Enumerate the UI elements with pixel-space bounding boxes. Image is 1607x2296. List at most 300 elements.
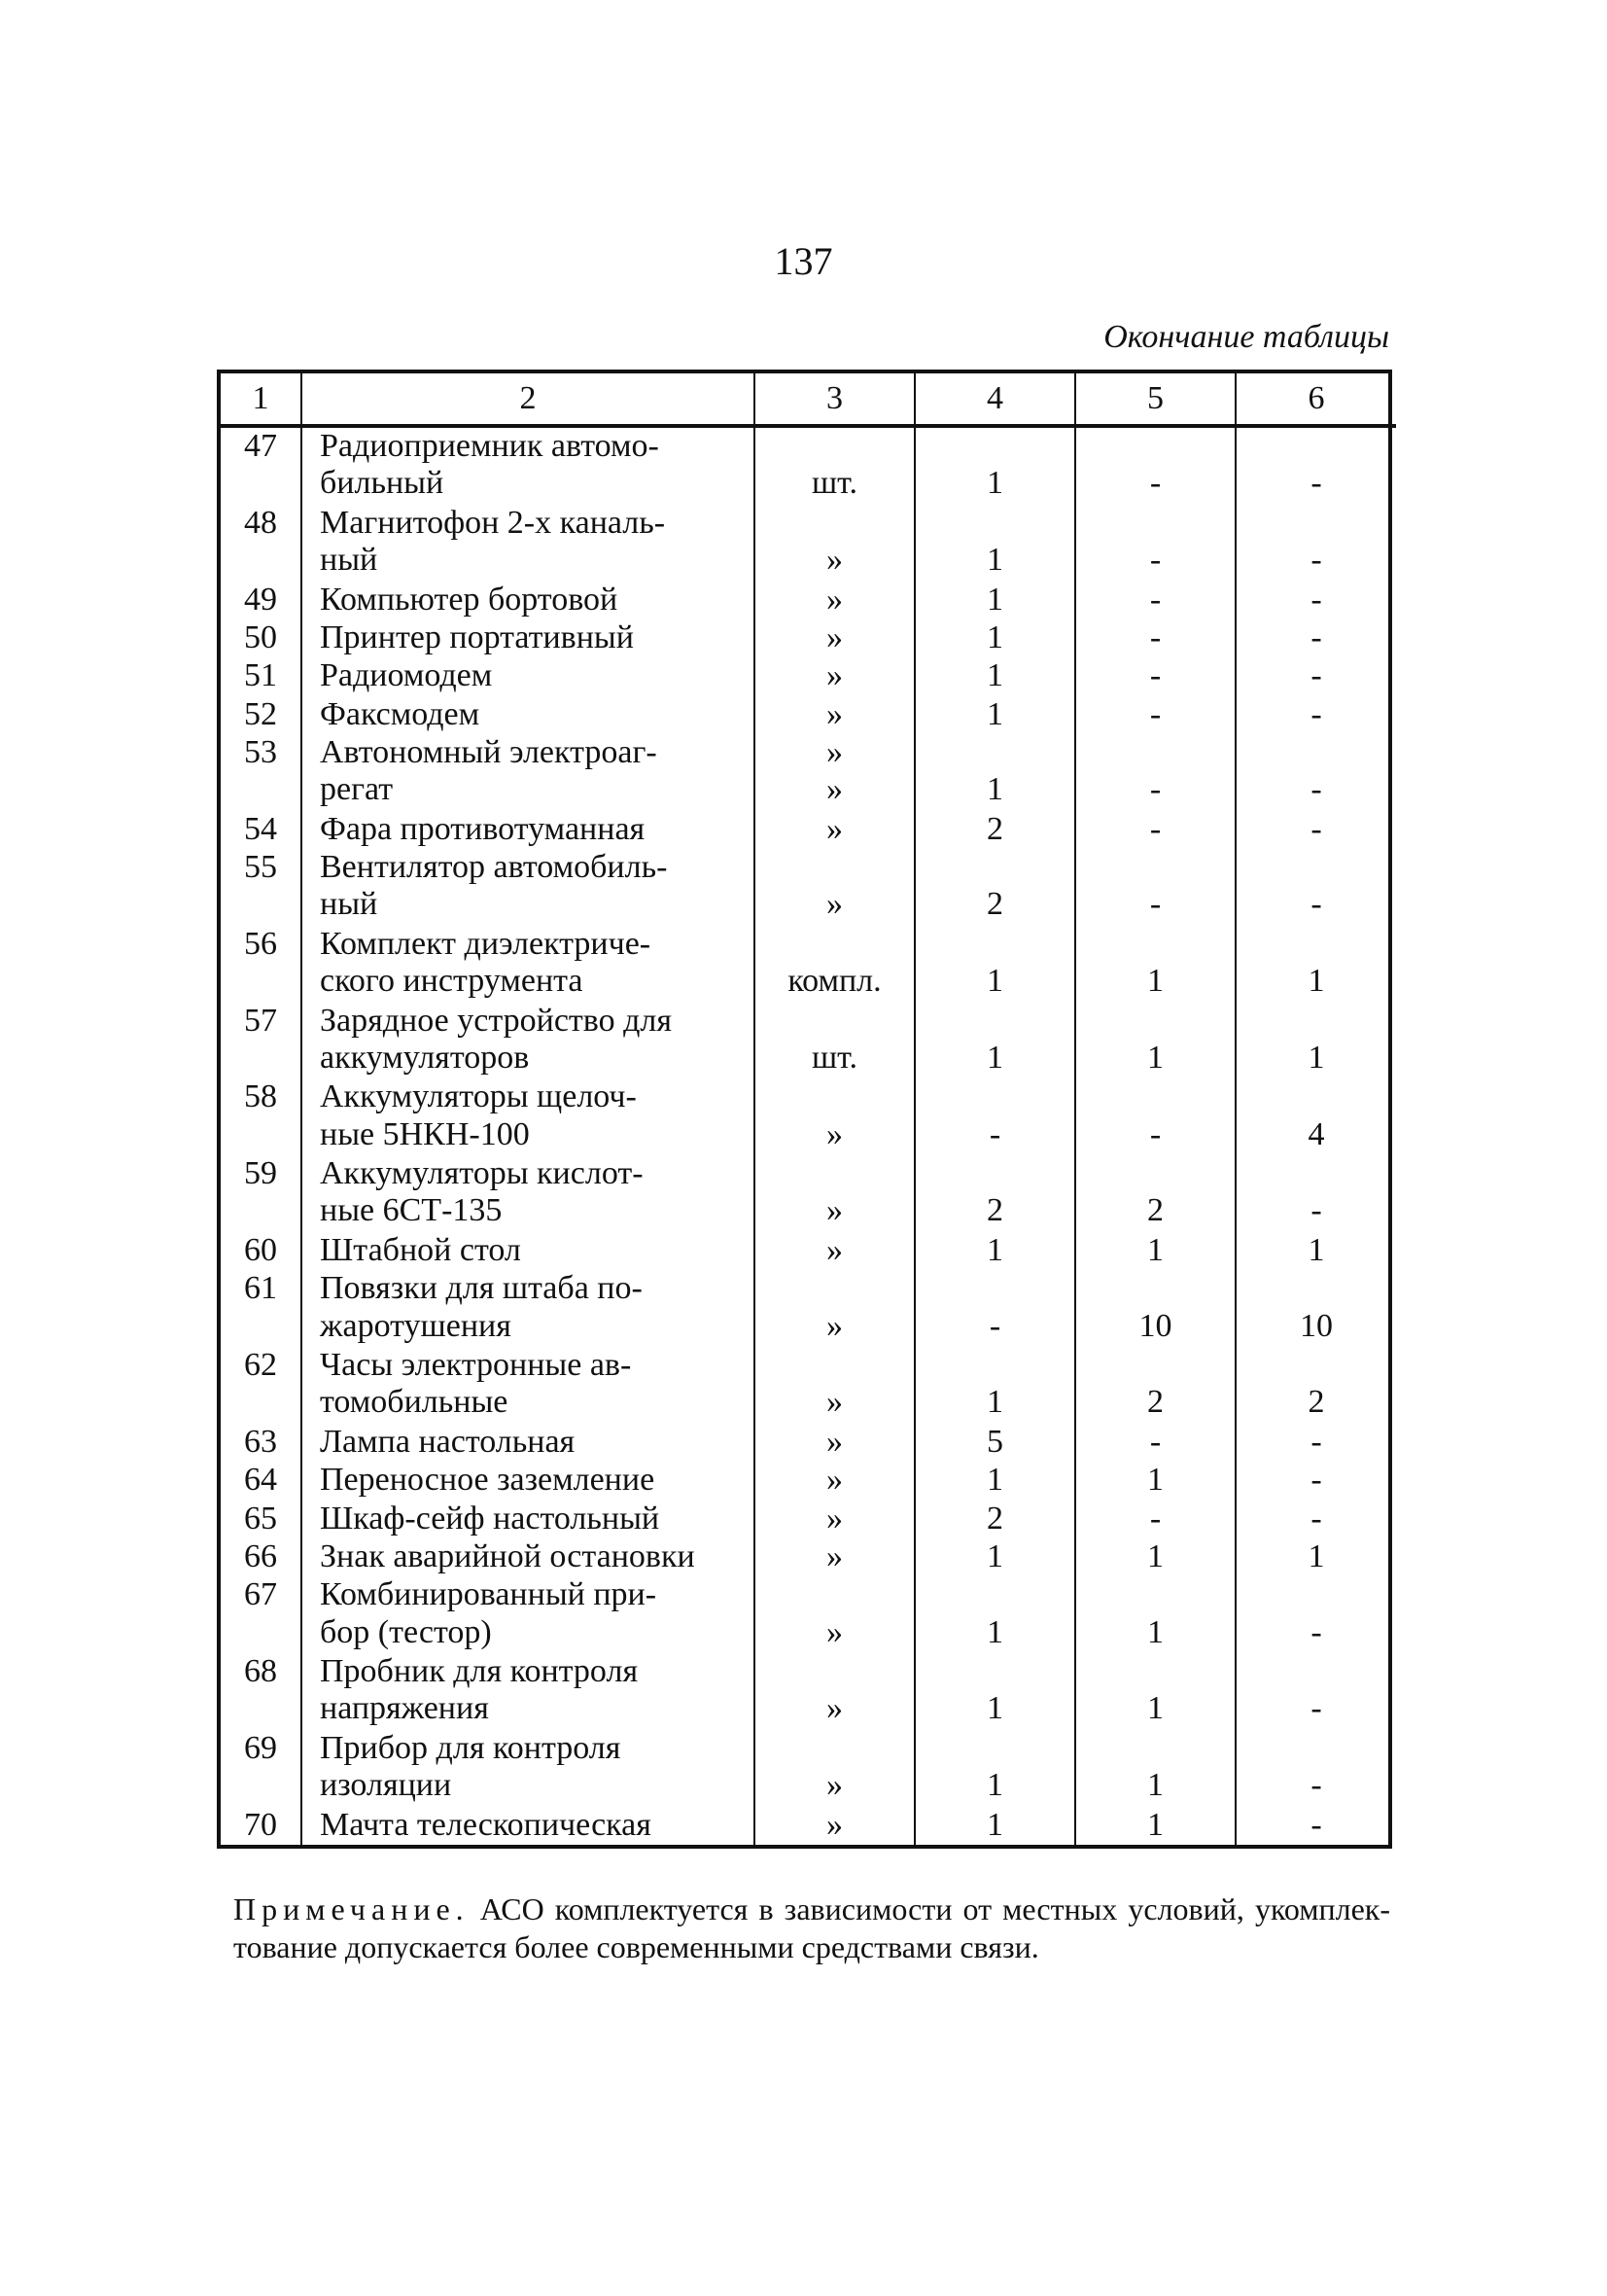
row-number-cell [221, 734, 301, 811]
empty-line [221, 886, 300, 923]
qty-col6-cell [1236, 696, 1396, 734]
qty-col4-cell [915, 1424, 1075, 1462]
row-number-cell [221, 1807, 301, 1845]
qty-col6-cell [1236, 926, 1396, 1003]
item-name-line: Штабной стол [320, 1231, 521, 1268]
item-name-line: регат [320, 771, 394, 808]
item-name-line: аккумуляторов [320, 1039, 530, 1076]
qty-col5: 1 [1147, 1462, 1164, 1499]
qty-col4: - [989, 1115, 1001, 1152]
qty-col6-cell [1236, 811, 1396, 849]
unit: шт. [812, 1039, 857, 1076]
empty-line [221, 1308, 300, 1345]
table-row [221, 619, 1396, 657]
row-number-cell [221, 1270, 301, 1347]
qty-col4: 1 [987, 1231, 1003, 1268]
footnote-label: Примечание. [233, 1891, 470, 1926]
row-number-cell [221, 1155, 301, 1232]
empty-line [1076, 505, 1235, 542]
qty-col5-cell [1075, 734, 1236, 811]
empty-line [755, 1155, 914, 1192]
table-row [221, 582, 1396, 619]
row-number-cell [221, 926, 301, 1003]
empty-line [755, 1078, 914, 1115]
empty-line [916, 1653, 1074, 1690]
qty-col4: 2 [987, 810, 1003, 847]
qty-col6-cell [1236, 1003, 1396, 1079]
qty-col6-cell [1236, 1347, 1396, 1424]
empty-line [221, 1116, 300, 1153]
item-name-line: Прибор для контроля [320, 1729, 621, 1766]
qty-col6-cell [1236, 619, 1396, 657]
empty-line [755, 926, 914, 963]
qty-col4: 1 [987, 1039, 1003, 1076]
table-row [221, 1501, 1396, 1538]
qty-col5: 1 [1147, 1690, 1164, 1727]
row-number-cell [221, 1078, 301, 1155]
item-name-line: Вентилятор автомобиль- [320, 849, 668, 886]
qty-col5-cell [1075, 505, 1236, 582]
empty-line [1237, 1078, 1396, 1115]
item-name-line: напряжения [320, 1690, 489, 1727]
qty-col4: 1 [987, 1767, 1003, 1804]
item-name-line: Аккумуляторы щелоч- [320, 1078, 637, 1115]
unit-cell [754, 1232, 915, 1270]
qty-col5: - [1149, 581, 1162, 618]
qty-col6-cell [1236, 1538, 1396, 1576]
qty-col5-cell [1075, 657, 1236, 695]
row-number: 62 [244, 1347, 277, 1384]
column-header: 4 [915, 373, 1075, 426]
unit: » [826, 734, 843, 771]
table-row [221, 849, 1396, 926]
qty-col4-cell [915, 1003, 1075, 1079]
qty-col4: 2 [987, 886, 1003, 923]
item-name-line: Часы электронные ав- [320, 1347, 632, 1384]
empty-line [755, 1576, 914, 1613]
empty-line [755, 1003, 914, 1040]
qty-col5: - [1149, 1115, 1162, 1152]
unit: » [826, 1462, 843, 1499]
qty-col5-cell [1075, 1807, 1236, 1845]
qty-col6: - [1310, 465, 1322, 502]
qty-col4-cell [915, 657, 1075, 695]
table-row [221, 1576, 1396, 1653]
qty-col4: 1 [987, 657, 1003, 694]
row-number: 63 [244, 1423, 277, 1460]
qty-col4: 2 [987, 1500, 1003, 1537]
empty-line [916, 1730, 1074, 1767]
row-number-cell [221, 1347, 301, 1424]
item-name-line: Магнитофон 2-х каналь- [320, 504, 666, 541]
qty-col4-cell [915, 1807, 1075, 1845]
unit-cell [754, 657, 915, 695]
unit-cell [754, 1347, 915, 1424]
item-name-line: ный [320, 886, 378, 923]
qty-col5-cell [1075, 1270, 1236, 1347]
unit: » [826, 1690, 843, 1727]
qty-col4-cell [915, 1730, 1075, 1807]
qty-col6-cell [1236, 426, 1396, 505]
unit: шт. [812, 465, 857, 502]
item-name-cell [301, 1347, 754, 1424]
qty-col6: - [1310, 581, 1322, 618]
item-name-line: бильный [320, 465, 444, 502]
qty-col4-cell [915, 734, 1075, 811]
qty-col4: 2 [987, 1192, 1003, 1229]
row-number-cell [221, 696, 301, 734]
qty-col5-cell [1075, 1462, 1236, 1500]
table-row [221, 926, 1396, 1003]
item-name-line: Радиомодем [320, 657, 493, 694]
qty-col4: 1 [987, 1690, 1003, 1727]
qty-col6: - [1310, 695, 1322, 732]
item-name-cell [301, 1078, 754, 1155]
empty-line [1076, 734, 1235, 771]
qty-col6: - [1310, 1423, 1322, 1460]
unit: » [826, 810, 843, 847]
qty-col5: 1 [1147, 1231, 1164, 1268]
qty-col6-cell [1236, 734, 1396, 811]
qty-col6-cell [1236, 1078, 1396, 1155]
qty-col4-cell [915, 926, 1075, 1003]
unit-cell [754, 1462, 915, 1500]
empty-line [916, 505, 1074, 542]
qty-col6: 1 [1308, 1537, 1325, 1574]
qty-col6: 10 [1300, 1307, 1333, 1344]
unit-cell [754, 1270, 915, 1347]
item-name-line: Лампа настольная [320, 1423, 576, 1460]
qty-col6: - [1310, 886, 1322, 923]
table-row [221, 1155, 1396, 1232]
footnote-text: АСО комплектуется в зависимости от местных условий, укомплек-тование допускается более современными средствами связи. [233, 1891, 1390, 1964]
empty-line [755, 849, 914, 886]
qty-col6-cell [1236, 657, 1396, 695]
item-name-cell [301, 619, 754, 657]
empty-line [221, 465, 300, 502]
qty-col4: 1 [987, 618, 1003, 655]
empty-line [1076, 1270, 1235, 1307]
item-name-cell [301, 696, 754, 734]
unit: » [826, 771, 843, 808]
unit-cell [754, 1078, 915, 1155]
item-name-cell [301, 1232, 754, 1270]
row-number: 70 [244, 1806, 277, 1843]
empty-line [1237, 1347, 1396, 1384]
empty-line [221, 1192, 300, 1229]
empty-line [1237, 1653, 1396, 1690]
row-number: 60 [244, 1231, 277, 1268]
item-name-cell [301, 1155, 754, 1232]
qty-col5: 1 [1147, 963, 1164, 1000]
qty-col5: 1 [1147, 1537, 1164, 1574]
unit-cell [754, 926, 915, 1003]
column-header: 5 [1075, 373, 1236, 426]
qty-col5: - [1149, 542, 1162, 579]
unit-cell [754, 1003, 915, 1079]
unit: » [826, 886, 843, 923]
table-row [221, 1078, 1396, 1155]
row-number: 56 [244, 925, 277, 962]
empty-line [916, 849, 1074, 886]
unit-cell [754, 1501, 915, 1538]
qty-col5-cell [1075, 1078, 1236, 1155]
qty-col5: - [1149, 1500, 1162, 1537]
qty-col4-cell [915, 426, 1075, 505]
qty-col6: - [1310, 810, 1322, 847]
empty-line [221, 1614, 300, 1651]
qty-col6: - [1310, 542, 1322, 579]
qty-col4: 1 [987, 1462, 1003, 1499]
unit: » [826, 1806, 843, 1843]
qty-col5: - [1149, 810, 1162, 847]
item-name-line: Принтер портативный [320, 618, 634, 655]
table-row [221, 696, 1396, 734]
item-name-cell [301, 1003, 754, 1079]
row-number: 65 [244, 1500, 277, 1537]
qty-col4: 1 [987, 771, 1003, 808]
unit: » [826, 1384, 843, 1421]
unit: » [826, 542, 843, 579]
qty-col6: 1 [1308, 1039, 1325, 1076]
table-row [221, 1462, 1396, 1500]
unit-cell [754, 582, 915, 619]
footnote [233, 1890, 1390, 1966]
qty-col5-cell [1075, 1155, 1236, 1232]
unit: » [826, 1115, 843, 1152]
qty-col4-cell [915, 696, 1075, 734]
qty-col4-cell [915, 1270, 1075, 1347]
item-name-line: ные 6СТ-135 [320, 1192, 503, 1229]
qty-col4: 1 [987, 581, 1003, 618]
item-name-cell [301, 1576, 754, 1653]
qty-col4: 1 [987, 542, 1003, 579]
empty-line [755, 1270, 914, 1307]
qty-col6: - [1310, 657, 1322, 694]
qty-col6-cell [1236, 1424, 1396, 1462]
table-row [221, 657, 1396, 695]
empty-line [1076, 926, 1235, 963]
empty-line [1237, 1155, 1396, 1192]
qty-col4: 5 [987, 1423, 1003, 1460]
qty-col5: 2 [1147, 1192, 1164, 1229]
qty-col5: - [1149, 886, 1162, 923]
row-number: 66 [244, 1537, 277, 1574]
qty-col6-cell [1236, 1501, 1396, 1538]
qty-col4-cell [915, 1538, 1075, 1576]
empty-line [916, 1270, 1074, 1307]
empty-line [1076, 849, 1235, 886]
qty-col6-cell [1236, 1576, 1396, 1653]
empty-line [1237, 1270, 1396, 1307]
qty-col5-cell [1075, 1653, 1236, 1730]
empty-line [755, 1730, 914, 1767]
item-name-cell [301, 505, 754, 582]
qty-col5-cell [1075, 426, 1236, 505]
unit-cell [754, 1730, 915, 1807]
unit: » [826, 1423, 843, 1460]
qty-col4-cell [915, 1347, 1075, 1424]
qty-col5-cell [1075, 1347, 1236, 1424]
unit-cell [754, 1576, 915, 1653]
unit-cell [754, 1807, 915, 1845]
row-number: 58 [244, 1078, 277, 1115]
qty-col6: - [1310, 1806, 1322, 1843]
unit-cell [754, 696, 915, 734]
row-number-cell [221, 1462, 301, 1500]
qty-col5-cell [1075, 1003, 1236, 1079]
qty-col5: 1 [1147, 1039, 1164, 1076]
table-row [221, 1807, 1396, 1845]
qty-col5: 1 [1147, 1613, 1164, 1650]
qty-col4-cell [915, 619, 1075, 657]
qty-col4: 1 [987, 963, 1003, 1000]
empty-line [221, 1690, 300, 1727]
empty-line [221, 771, 300, 808]
item-name-line: Компьютер бортовой [320, 581, 618, 618]
row-number-cell [221, 1576, 301, 1653]
qty-col4: 1 [987, 1384, 1003, 1421]
row-number: 48 [244, 504, 277, 541]
empty-line [1076, 1576, 1235, 1613]
unit-cell [754, 1538, 915, 1576]
qty-col5-cell [1075, 1501, 1236, 1538]
row-number: 69 [244, 1729, 277, 1766]
empty-line [1076, 1347, 1235, 1384]
row-number: 61 [244, 1270, 277, 1307]
qty-col6: - [1310, 1767, 1322, 1804]
item-name-line: Факсмодем [320, 695, 480, 732]
empty-line [916, 1003, 1074, 1040]
empty-line [221, 542, 300, 579]
row-number-cell [221, 1653, 301, 1730]
empty-line [916, 1347, 1074, 1384]
qty-col6: - [1310, 1613, 1322, 1650]
unit-cell [754, 849, 915, 926]
item-name-line: Мачта телескопическая [320, 1806, 651, 1843]
item-name-line: Переносное заземление [320, 1462, 655, 1499]
qty-col4-cell [915, 582, 1075, 619]
empty-line [916, 926, 1074, 963]
empty-line [1076, 1730, 1235, 1767]
table-row [221, 1424, 1396, 1462]
row-number: 53 [244, 734, 277, 771]
table-row [221, 505, 1396, 582]
item-name-cell [301, 734, 754, 811]
item-name-cell [301, 1424, 754, 1462]
qty-col5-cell [1075, 1232, 1236, 1270]
qty-col6-cell [1236, 849, 1396, 926]
item-name-line: Комбинированный при- [320, 1576, 657, 1613]
column-header: 2 [301, 373, 754, 426]
unit: » [826, 1537, 843, 1574]
qty-col6: 1 [1308, 963, 1325, 1000]
empty-line [1076, 1003, 1235, 1040]
table-row [221, 1003, 1396, 1079]
empty-line [1237, 1003, 1396, 1040]
row-number-cell [221, 1730, 301, 1807]
item-name-cell [301, 1462, 754, 1500]
qty-col5-cell [1075, 582, 1236, 619]
table-row [221, 426, 1396, 505]
item-name-cell [301, 582, 754, 619]
item-name-cell [301, 1270, 754, 1347]
item-name-line: Пробник для контроля [320, 1653, 639, 1690]
empty-line [755, 505, 914, 542]
item-name-line: Повязки для штаба по- [320, 1270, 643, 1307]
table-row [221, 1270, 1396, 1347]
table-header-row [221, 373, 1396, 426]
qty-col5: 1 [1147, 1806, 1164, 1843]
row-number-cell [221, 1424, 301, 1462]
empty-line [916, 428, 1074, 465]
unit: » [826, 657, 843, 694]
unit-cell [754, 505, 915, 582]
qty-col5-cell [1075, 811, 1236, 849]
row-number-cell [221, 1003, 301, 1079]
row-number-cell [221, 1501, 301, 1538]
qty-col6: - [1310, 771, 1322, 808]
qty-col6-cell [1236, 1807, 1396, 1845]
empty-line [916, 1155, 1074, 1192]
item-name-line: изоляции [320, 1767, 452, 1804]
item-name-cell [301, 1730, 754, 1807]
qty-col4-cell [915, 1462, 1075, 1500]
qty-col4-cell [915, 849, 1075, 926]
qty-col4: 1 [987, 465, 1003, 502]
qty-col5: 2 [1147, 1384, 1164, 1421]
item-name-line: ный [320, 542, 378, 579]
item-name-line: жаротушения [320, 1307, 511, 1344]
qty-col5-cell [1075, 696, 1236, 734]
row-number: 51 [244, 657, 277, 694]
row-number: 57 [244, 1002, 277, 1039]
item-name-line: Знак аварийной остановки [320, 1537, 695, 1574]
row-number-cell [221, 1232, 301, 1270]
qty-col5: - [1149, 771, 1162, 808]
row-number-cell [221, 811, 301, 849]
row-number: 52 [244, 695, 277, 732]
qty-col6-cell [1236, 1730, 1396, 1807]
qty-col4: 1 [987, 695, 1003, 732]
unit-cell [754, 1653, 915, 1730]
qty-col5: 10 [1138, 1307, 1172, 1344]
empty-line [1237, 1576, 1396, 1613]
empty-line [1237, 926, 1396, 963]
qty-col5-cell [1075, 849, 1236, 926]
table-row [221, 1538, 1396, 1576]
item-name-line: ные 5НКН-100 [320, 1115, 530, 1152]
qty-col4-cell [915, 811, 1075, 849]
table-row [221, 1730, 1396, 1807]
row-number: 50 [244, 618, 277, 655]
unit-cell [754, 1155, 915, 1232]
item-name-cell [301, 1501, 754, 1538]
qty-col6: - [1310, 1462, 1322, 1499]
empty-line [916, 734, 1074, 771]
qty-col6: - [1310, 1690, 1322, 1727]
qty-col6-cell [1236, 1155, 1396, 1232]
qty-col6-cell [1236, 1653, 1396, 1730]
item-name-line: томобильные [320, 1384, 508, 1421]
unit-cell [754, 811, 915, 849]
unit-cell [754, 1424, 915, 1462]
equipment-table [217, 370, 1392, 1849]
qty-col6: - [1310, 1192, 1322, 1229]
qty-col5: - [1149, 695, 1162, 732]
item-name-cell [301, 926, 754, 1003]
qty-col6: - [1310, 1500, 1322, 1537]
